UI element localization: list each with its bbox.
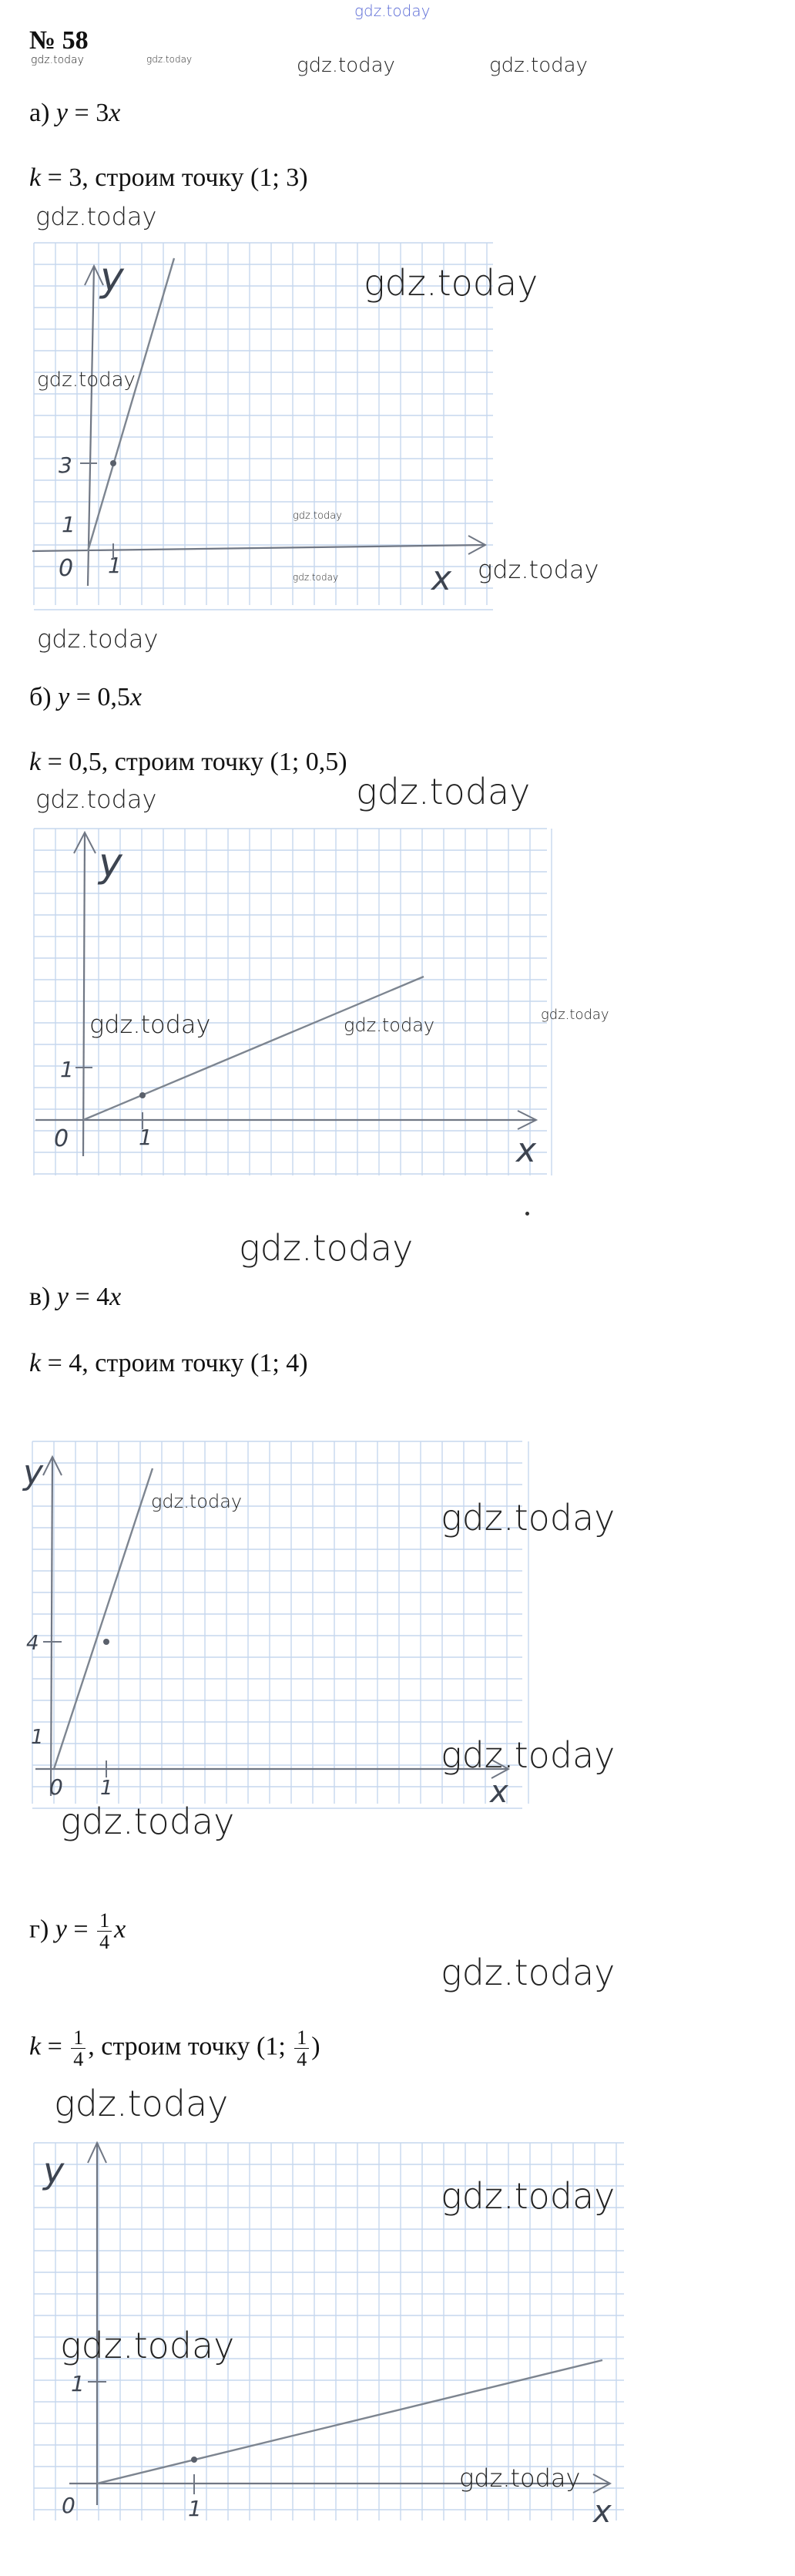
fraction-denominator: 4 (73, 2048, 84, 2071)
tick-label-y-1: 1 (62, 512, 75, 537)
tick-label-x-1: 1 (100, 1777, 113, 1800)
section-b-equation (29, 683, 142, 712)
fraction-denominator: 4 (297, 2048, 307, 2071)
problem-title: № 58 (29, 26, 89, 55)
var-y: y (55, 1915, 67, 1944)
plot-point (191, 2457, 197, 2463)
fraction-numerator: 1 (97, 1910, 112, 1932)
tick-label-y-4: 4 (26, 1632, 39, 1655)
k-text: = 3, строим точку (1; 3) (41, 163, 308, 192)
watermark: gdz.today (478, 555, 599, 584)
var-y: y (56, 1283, 69, 1311)
tick-label-y-3: 3 (59, 452, 72, 478)
eq-text: = 0,5 (69, 683, 130, 711)
tick-label-y-1: 1 (31, 1726, 44, 1749)
k-text: = 4, строим точку (1; 4) (41, 1349, 308, 1377)
fraction (71, 2027, 86, 2070)
graph-line (83, 977, 424, 1120)
tick-label-y-1: 1 (60, 1057, 74, 1082)
ink-dot (525, 1212, 529, 1216)
watermark: gdz.today (60, 1801, 235, 1842)
axis-label-y: y (99, 840, 122, 886)
plot-point (103, 1639, 109, 1645)
graph-line (54, 1468, 153, 1769)
var-x: x (114, 1915, 126, 1944)
var-x: x (129, 683, 142, 711)
k-text: = 0,5, строим точку (1; 0,5) (41, 748, 347, 776)
watermark: gdz.today (459, 2463, 581, 2493)
section-c-k-line (29, 1349, 308, 1378)
y-axis (51, 1457, 52, 1796)
var-x: x (109, 1283, 122, 1311)
watermark: gdz.today (344, 1014, 435, 1036)
var-k: k (29, 2032, 42, 2061)
eq-text: = 3 (68, 99, 109, 127)
k-text-end: ) (311, 2032, 320, 2061)
watermark: gdz.today (356, 771, 531, 812)
origin-label: 0 (62, 2493, 75, 2518)
graph-line (88, 258, 174, 551)
watermark: gdz.today (441, 1497, 616, 1539)
watermark: gdz.today (60, 2325, 235, 2366)
axis-label-y: y (43, 2150, 65, 2191)
section-d-k-line (29, 2027, 320, 2070)
axis-label-x: x (490, 1774, 508, 1810)
eq-text: = 4 (68, 1283, 110, 1311)
axis-label-x: x (516, 1131, 537, 1170)
var-y: y (58, 683, 70, 711)
y-axis (83, 832, 85, 1156)
fraction (294, 2027, 309, 2070)
section-b-k-line (29, 748, 347, 777)
section-c-prefix: в) (29, 1283, 51, 1311)
k-text: , строим точку (1; (88, 2032, 293, 2061)
fraction (97, 1910, 112, 1953)
section-a-prefix: а) (29, 99, 50, 127)
axis-label-x: x (593, 2494, 612, 2528)
watermark: gdz.today (37, 368, 136, 392)
var-k: k (29, 748, 42, 776)
fraction-numerator: 1 (71, 2027, 86, 2049)
tick-label-x-1: 1 (188, 2496, 202, 2521)
section-d-prefix: г) (29, 1915, 49, 1944)
axis-label-y: y (23, 1453, 44, 1492)
watermark: gdz.today (37, 624, 159, 654)
watermark: gdz.today (239, 1227, 414, 1269)
watermark: gdz.today (541, 1007, 609, 1023)
watermark: gdz.today (31, 54, 84, 66)
watermark-top: gdz.today (354, 2, 431, 20)
watermark: gdz.today (489, 54, 588, 77)
section-c-equation (29, 1283, 121, 1312)
origin-label: 0 (49, 1774, 63, 1800)
watermark: gdz.today (35, 202, 157, 231)
plot-point (110, 460, 116, 466)
watermark: gdz.today (293, 572, 339, 583)
axis-label-x: x (431, 559, 452, 598)
watermark: gdz.today (146, 54, 193, 65)
watermark: gdz.today (441, 1952, 616, 1993)
watermark: gdz.today (89, 1010, 211, 1039)
section-a-equation (29, 99, 120, 128)
eq-text: = (66, 1915, 96, 1944)
plot-point (139, 1092, 146, 1098)
section-d-equation (29, 1910, 126, 1953)
watermark: gdz.today (364, 262, 538, 304)
tick-label-x-1: 1 (108, 553, 122, 578)
origin-label: 0 (59, 555, 74, 582)
watermark: gdz.today (293, 510, 342, 522)
section-b-prefix: б) (29, 683, 52, 711)
fraction-numerator: 1 (294, 2027, 309, 2049)
watermark: gdz.today (441, 1734, 616, 1776)
eq-text: = (41, 2032, 69, 2061)
tick-label-x-1: 1 (139, 1125, 153, 1150)
fraction-denominator: 4 (99, 1931, 110, 1954)
watermark: gdz.today (151, 1491, 243, 1512)
axis-label-y: y (100, 254, 124, 301)
watermark: gdz.today (441, 2175, 616, 2217)
var-y: y (55, 99, 69, 127)
var-k: k (29, 163, 42, 192)
tick-label-y-1: 1 (71, 2371, 85, 2396)
var-x: x (109, 99, 121, 127)
watermark: gdz.today (54, 2083, 229, 2124)
x-axis (32, 545, 485, 551)
origin-label: 0 (54, 1125, 69, 1152)
var-k: k (29, 1349, 42, 1377)
watermark: gdz.today (297, 54, 395, 77)
graph-b (23, 813, 555, 1183)
section-a-k-line (29, 163, 308, 193)
watermark: gdz.today (35, 785, 157, 814)
